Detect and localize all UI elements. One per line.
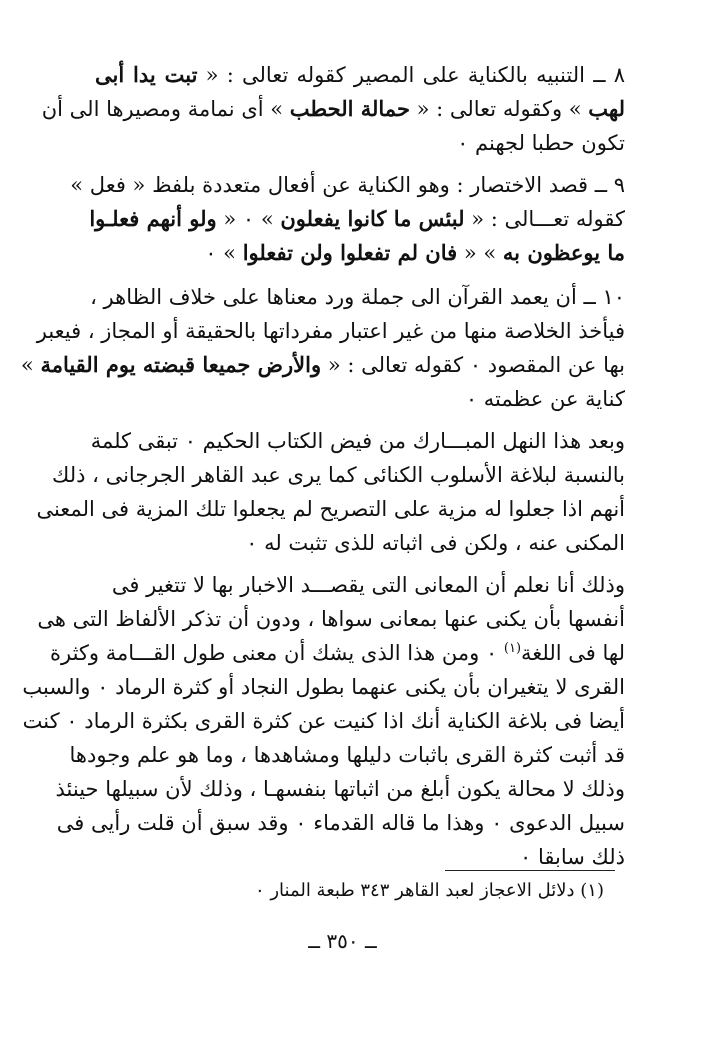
text-segment: » [20,353,41,377]
text-line [36,314,625,348]
page-number: ــ ٣٥٠ ــ [308,929,377,953]
text-segment: كناية عن عظمته ٠ [465,387,625,411]
text-line [20,348,625,382]
text-line [69,738,625,772]
footnote-divider [445,870,615,871]
text-segment: فيأخذ الخلاصة منها من غير اعتبار مفرداتها بالحقيقة أو المجاز ، فيعبر [36,319,625,343]
quran-quote: فان لم تفعلوا ولن تفعلوا [242,240,458,265]
text-line [95,840,625,874]
text-line [52,458,625,492]
text-line [22,670,625,704]
quran-quote: لهب [588,96,625,121]
quran-quote: والأرض جميعا قبضته يوم القيامة [40,352,322,377]
text-line [95,236,625,270]
quran-quote: حمالة الحطب [289,96,410,121]
quran-quote: لبئس ما كانوا يفعلون [280,206,465,231]
text-line [22,704,625,738]
text-line [111,568,625,602]
text-segment: » وكقوله تعالى : « [409,97,589,121]
text-segment: أنهم اذا جعلوا له مزية على التصريح لم يجعلوا تلك المزية فى المعنى [36,497,625,521]
text-segment: كقوله تعـــالى : « [464,207,625,231]
text-line [95,58,625,92]
text-segment: القرى لا يتغيران بأن يكنى عنهما بطول النجاد أو كثرة الرماد ٠ والسبب [22,675,625,699]
text-segment: » ٠ « [216,207,281,231]
text-line [95,126,625,160]
text-line [95,526,625,560]
text-segment: ٠ ومن هذا الذى يشك أن معنى طول القـــامة وكثرة [50,641,504,665]
text-line [41,92,625,126]
quran-quote: تبت يدا أبى [95,62,198,87]
text-segment: » ٠ [205,241,243,265]
text-line [55,772,625,806]
text-line [70,168,625,202]
text-segment: قد أثبت كثرة القرى باثبات دليلها ومشاهدها ، وما هو علم وجودها [69,743,625,767]
footnote-ref: (١) [503,641,522,656]
text-segment: لها فى اللغة [521,641,625,665]
text-segment: المكنى عنه ، ولكن فى اثباته للذى تثبت له ٠ [246,531,625,555]
text-segment: ٩ ــ قصد الاختصار : وهو الكناية عن أفعال متعددة بلفظ « فعل » [70,173,625,197]
text-segment: وبعد هذا النهل المبـــارك من فيض الكتاب الحكيم ٠ تبقى كلمة [90,429,625,453]
text-line [50,636,625,670]
text-line [95,382,625,416]
text-segment: بها عن المقصود ٠ كقوله تعالى : « [321,353,625,377]
text-segment: ٨ ــ التنبيه بالكناية على المصير كقوله تعالى : « [197,63,626,87]
text-segment: » « [457,241,503,265]
text-segment: بالنسبة لبلاغة الأسلوب الكنائى كما يرى عبد القاهر الجرجانى ، ذلك [52,463,625,487]
text-segment: ١٠ ــ أن يعمد القرآن الى جملة ورد معناها على خلاف الظاهر ، [90,285,625,309]
text-line [36,492,625,526]
text-line [56,806,625,840]
text-segment: أنفسها بأن يكنى عنها بمعانى سواها ، ودون أن تذكر الألفاظ التى هى [37,607,625,631]
text-segment: أيضا فى بلاغة الكناية أنك اذا كنيت عن كثرة القرى بكثرة الرماد ٠ كنت [22,709,625,733]
text-line [90,280,625,314]
text-line [37,602,625,636]
text-segment: وذلك لا محالة يكون أبلغ من اثباتها بنفسهـا ، وذلك لأن سبيلها حينئذ [55,777,625,801]
text-segment: سبيل الدعوى ٠ وهذا ما قاله القدماء ٠ وقد سبق أن قلت رأيى فى [56,811,625,835]
quran-quote: ما يوعظون به [502,240,625,265]
text-segment: ذلك سابقا ٠ [520,845,625,869]
quran-quote: ولو أنهم فعلـوا [89,206,217,231]
text-line [90,424,625,458]
text-segment: وذلك أنا نعلم أن المعانى التى يقصـــد الاخبار بها لا تتغير فى [111,573,625,597]
text-line [89,202,625,236]
text-segment: تكون حطبا لجهنم ٠ [457,131,625,155]
text-segment: » أى نمامة ومصيرها الى أن [41,97,290,121]
footnote: (١) دلائل الاعجاز لعبد القاهر ٣٤٣ طبعة المنار ٠ [254,880,604,901]
